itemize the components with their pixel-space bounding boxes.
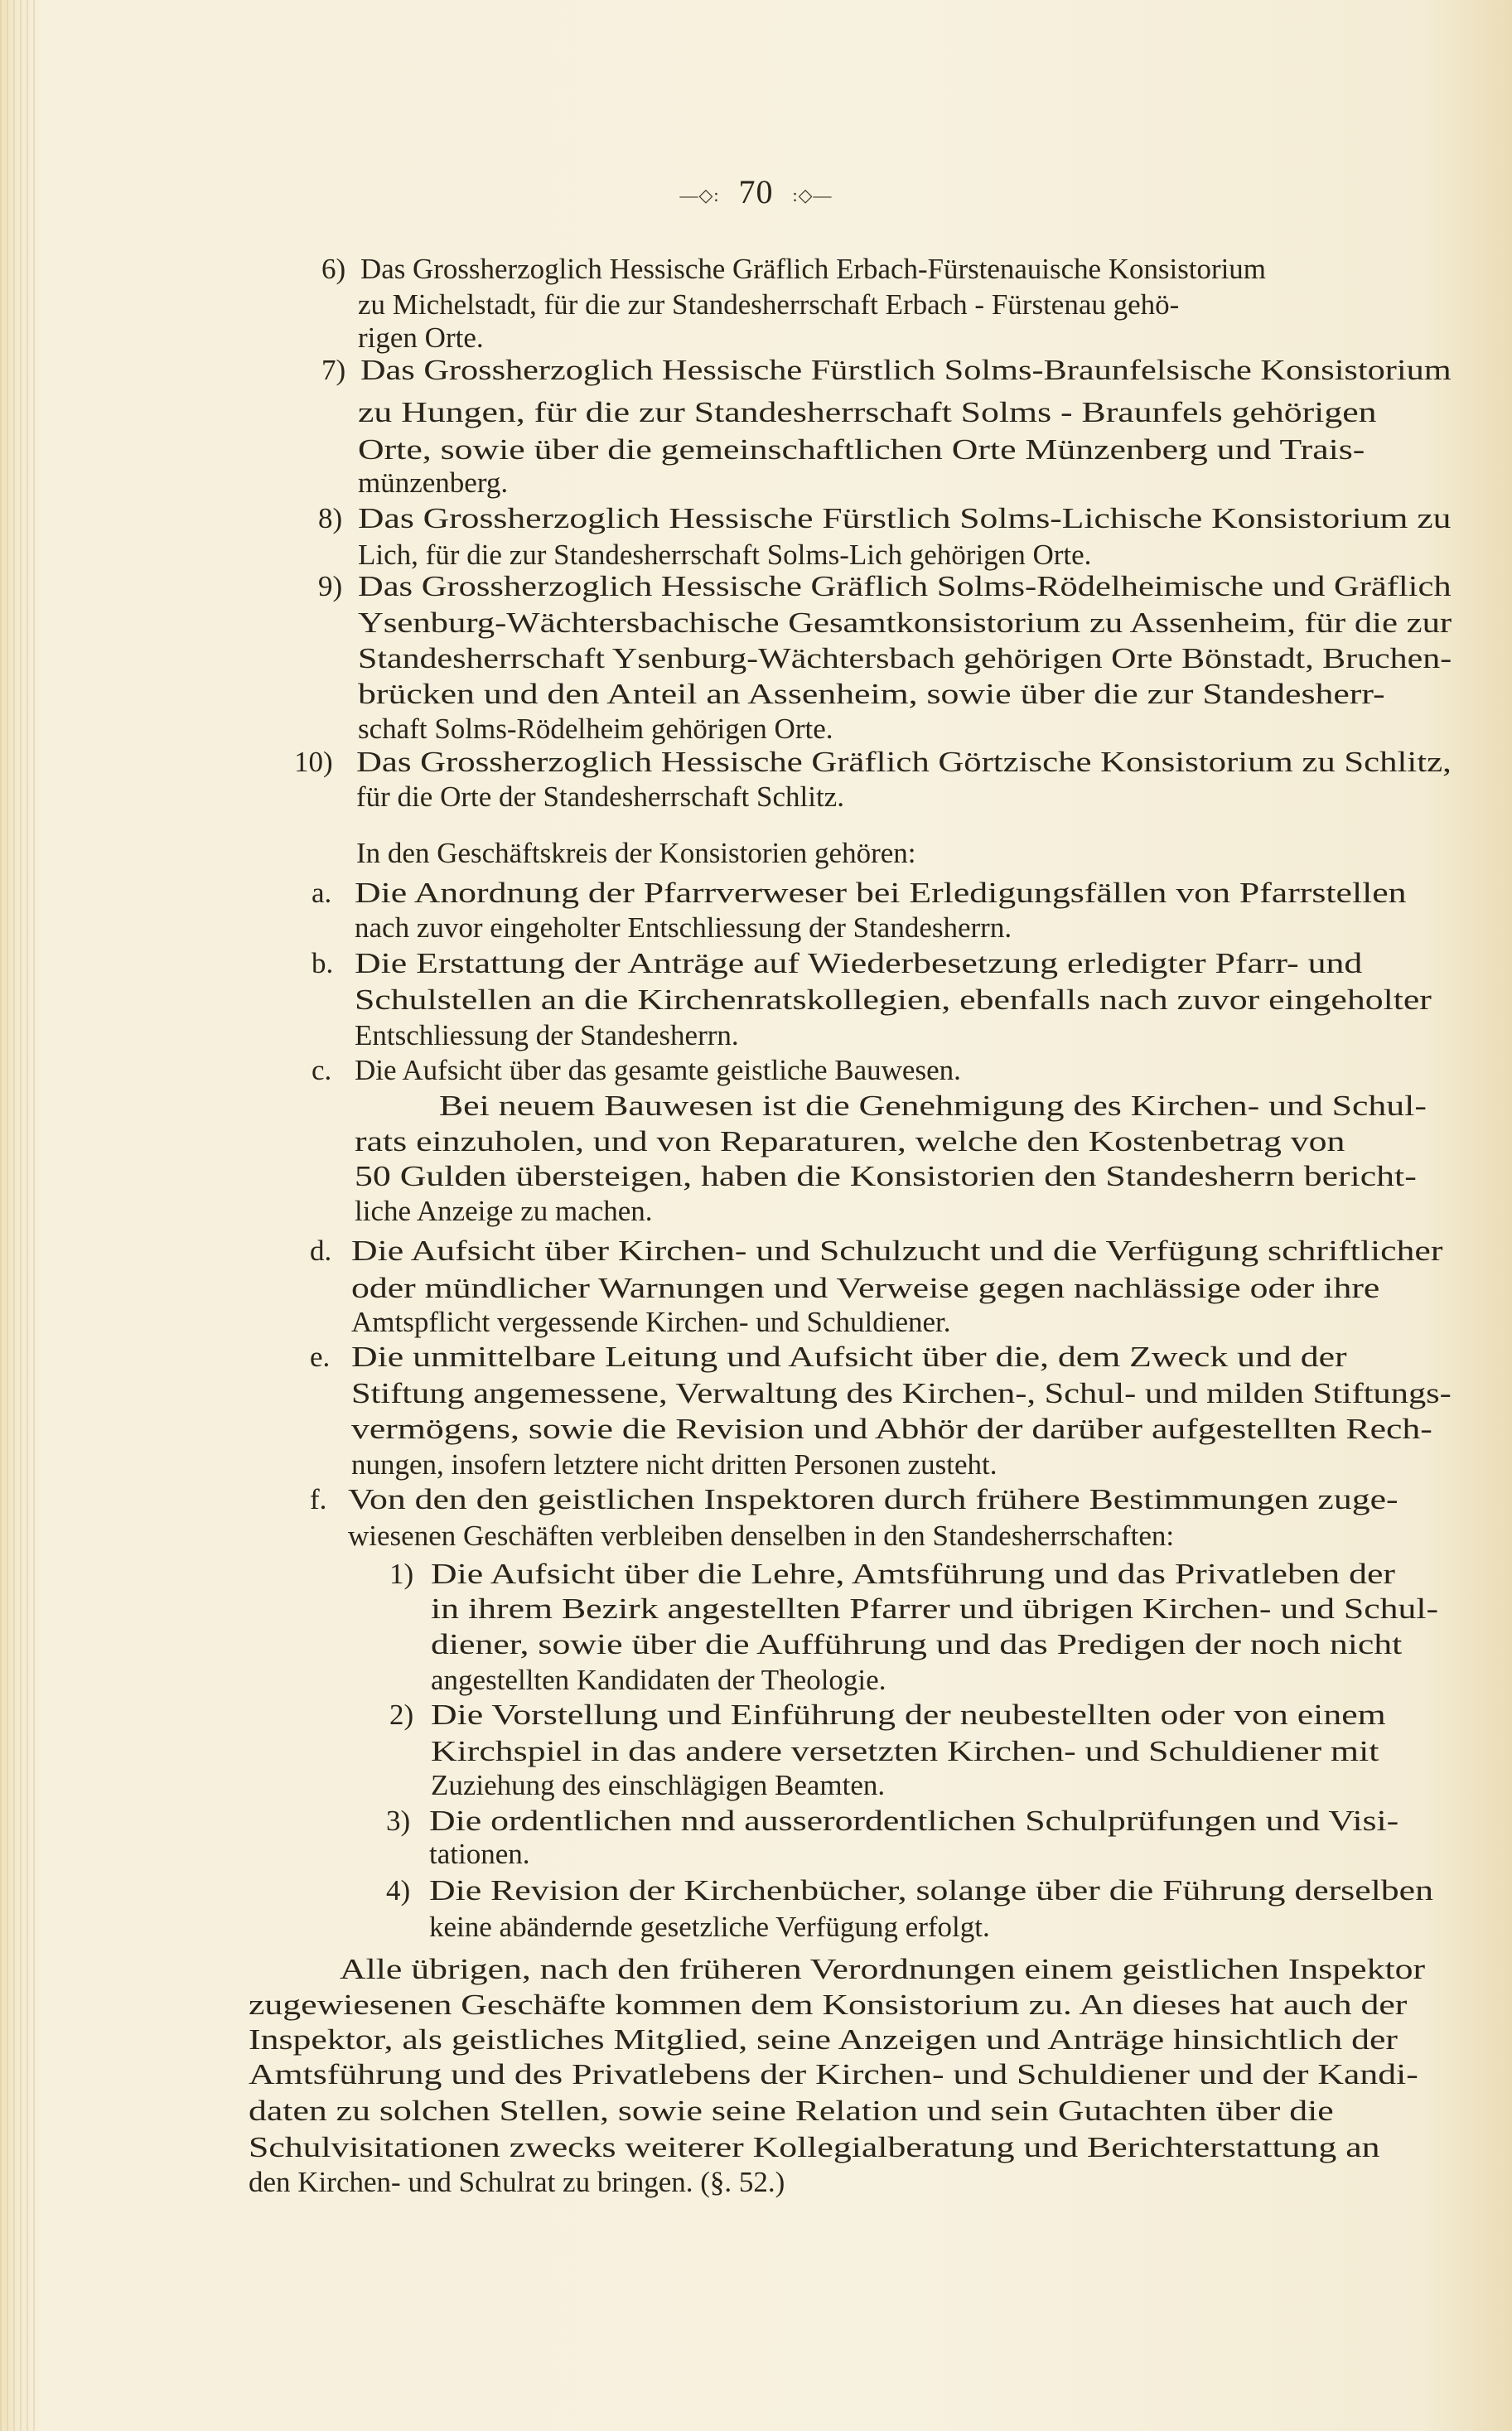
list-marker: 9) — [318, 570, 343, 602]
list-item-line: Die Aufsicht über Kirchen- und Schulzucht und die Verfügung schriftlicher — [351, 1235, 1443, 1267]
list-item-line: Die Aufsicht über das gesamte geistliche Bauwesen. — [355, 1054, 961, 1086]
paragraph-line: Schulvisitationen zwecks weiterer Kollegialberatung und Berichterstattung an — [249, 2131, 1380, 2163]
list-item-line: Das Grossherzoglich Hessische Gräflich Görtzische Konsistorium zu Schlitz, — [356, 746, 1452, 778]
page-edge — [0, 0, 38, 2431]
list-item-line: vermögens, sowie die Revision und Abhör der darüber aufgestellten Rech- — [351, 1413, 1432, 1445]
list-marker: 7) — [321, 354, 346, 386]
list-item-line: nach zuvor eingeholter Entschliessung der Standesherrn. — [355, 911, 1012, 944]
list-item-line: zu Michelstadt, für die zur Standesherrschaft Erbach - Fürstenau gehö- — [358, 288, 1180, 321]
list-item-line: Das Grossherzoglich Hessische Gräflich Erbach-Fürstenauische Konsistorium — [360, 253, 1266, 285]
list-marker: 4) — [386, 1874, 411, 1907]
intro-text: In den Geschäftskreis der Konsistorien gehören: — [356, 837, 916, 869]
paragraph-line: Amtsführung und des Privatlebens der Kirchen- und Schuldiener und der Kandi- — [249, 2058, 1418, 2090]
list-marker: e. — [310, 1341, 331, 1373]
list-item-line: angestellten Kandidaten der Theologie. — [431, 1664, 886, 1696]
list-marker: 2) — [389, 1699, 414, 1731]
list-item-line: Die Vorstellung und Einführung der neubestellten oder von einem — [431, 1699, 1386, 1731]
list-item-line: für die Orte der Standesherrschaft Schlitz. — [356, 781, 844, 813]
list-item-line: Zuziehung des einschlägigen Beamten. — [431, 1769, 886, 1801]
list-marker: 1) — [389, 1558, 414, 1590]
list-marker: b. — [312, 947, 334, 979]
list-item-line: Lich, für die zur Standesherrschaft Solms-Lich gehörigen Orte. — [358, 539, 1092, 571]
list-item-line: Schulstellen an die Kirchenratskollegien, ebenfalls nach zuvor eingeholter — [355, 984, 1432, 1016]
paragraph-line: Inspektor, als geistliches Mitglied, seine Anzeigen und Anträge hinsichtlich der — [249, 2023, 1398, 2056]
paragraph-line: den Kirchen- und Schulrat zu bringen. (§. 52.) — [249, 2166, 785, 2198]
list-item-line: Amtspflicht vergessende Kirchen- und Schuldiener. — [351, 1306, 951, 1338]
paragraph-line: zugewiesenen Geschäfte kommen dem Konsistorium zu. An dieses hat auch der — [249, 1989, 1408, 2021]
list-item-line: Stiftung angemessene, Verwaltung des Kirchen-, Schul- und milden Stiftungs- — [351, 1377, 1452, 1409]
list-item-line: brücken und den Anteil an Assenheim, sowie über die zur Standesherr- — [358, 678, 1385, 710]
ornament-left-icon: —◇: — [679, 184, 720, 205]
list-item-line: Die Aufsicht über die Lehre, Amtsführung und das Privatleben der — [431, 1558, 1395, 1590]
list-item-line: zu Hungen, für die zur Standesherrschaft Solms - Braunfels gehörigen — [358, 396, 1377, 428]
list-item-line: nungen, insofern letztere nicht dritten Personen zusteht. — [351, 1448, 998, 1481]
list-item-line: Die Anordnung der Pfarrverweser bei Erledigungsfällen von Pfarrstellen — [355, 877, 1407, 909]
page-number: 70 — [738, 173, 774, 210]
sub-paragraph-line: 50 Gulden übersteigen, haben die Konsistorien den Standesherrn bericht- — [355, 1160, 1417, 1192]
list-item-line: keine abändernde gesetzliche Verfügung erfolgt. — [429, 1911, 990, 1943]
list-item-line: Kirchspiel in das andere versetzten Kirchen- und Schuldiener mit — [431, 1735, 1379, 1767]
list-marker: 3) — [386, 1805, 411, 1837]
list-item-line: Die unmittelbare Leitung und Aufsicht über die, dem Zweck und der — [351, 1341, 1347, 1373]
list-item-line: in ihrem Bezirk angestellten Pfarrer und übrigen Kirchen- und Schul- — [431, 1592, 1439, 1625]
list-item-line: münzenberg. — [358, 466, 509, 499]
list-item-line: diener, sowie über die Aufführung und das Predigen der noch nicht — [431, 1628, 1403, 1660]
paragraph-line: daten zu solchen Stellen, sowie seine Relation und sein Gutachten über die — [249, 2095, 1334, 2127]
list-marker: 10) — [294, 746, 333, 778]
list-item-line: Ysenburg-Wächtersbachische Gesamtkonsistorium zu Assenheim, für die zur — [358, 607, 1452, 639]
list-item-line: Die ordentlichen nnd ausserordentlichen Schulprüfungen und Visi- — [429, 1805, 1399, 1837]
list-item-line: oder mündlicher Warnungen und Verweise gegen nachlässige oder ihre — [351, 1272, 1380, 1304]
list-marker: 6) — [321, 253, 346, 285]
list-marker: c. — [312, 1054, 332, 1086]
list-item-line: Die Erstattung der Anträge auf Wiederbesetzung erledigter Pfarr- und — [355, 947, 1363, 979]
list-item-line: Orte, sowie über die gemeinschaftlichen Orte Münzenberg und Trais- — [358, 433, 1365, 466]
list-marker: f. — [310, 1483, 327, 1515]
paragraph-line: Alle übrigen, nach den früheren Verordnungen einem geistlichen Inspektor — [340, 1953, 1426, 1985]
list-item-line: Von den den geistlichen Inspektoren durch frühere Bestimmungen zuge- — [348, 1483, 1398, 1515]
ornament-right-icon: :◇— — [792, 184, 833, 205]
list-item-line: Das Grossherzoglich Hessische Fürstlich Solms-Braunfelsische Konsistorium — [360, 354, 1452, 386]
sub-paragraph-line: liche Anzeige zu machen. — [355, 1195, 653, 1227]
list-item-line: rigen Orte. — [358, 321, 484, 354]
list-item-line: Standesherrschaft Ysenburg-Wächtersbach gehörigen Orte Bönstadt, Bruchen- — [358, 642, 1452, 674]
list-marker: 8) — [318, 502, 343, 534]
list-item-line: tationen. — [429, 1838, 530, 1870]
list-item-line: Entschliessung der Standesherrn. — [355, 1019, 739, 1051]
sub-paragraph-line: Bei neuem Bauwesen ist die Genehmigung des Kirchen- und Schul- — [439, 1090, 1427, 1122]
list-item-line: Das Grossherzoglich Hessische Gräflich Solms-Rödelheimische und Gräflich — [358, 570, 1452, 602]
list-marker: a. — [312, 877, 332, 909]
list-marker: d. — [310, 1235, 332, 1267]
list-item-line: Das Grossherzoglich Hessische Fürstlich Solms-Lichische Konsistorium zu — [358, 502, 1452, 534]
list-item-line: schaft Solms-Rödelheim gehörigen Orte. — [358, 713, 833, 745]
list-item-line: Die Revision der Kirchenbücher, solange über die Führung derselben — [429, 1874, 1433, 1907]
sub-paragraph-line: rats einzuholen, und von Reparaturen, welche den Kostenbetrag von — [355, 1125, 1345, 1158]
list-item-line: wiesenen Geschäften verbleiben denselben in den Standesherrschaften: — [348, 1520, 1175, 1552]
page-header — [0, 172, 1512, 211]
